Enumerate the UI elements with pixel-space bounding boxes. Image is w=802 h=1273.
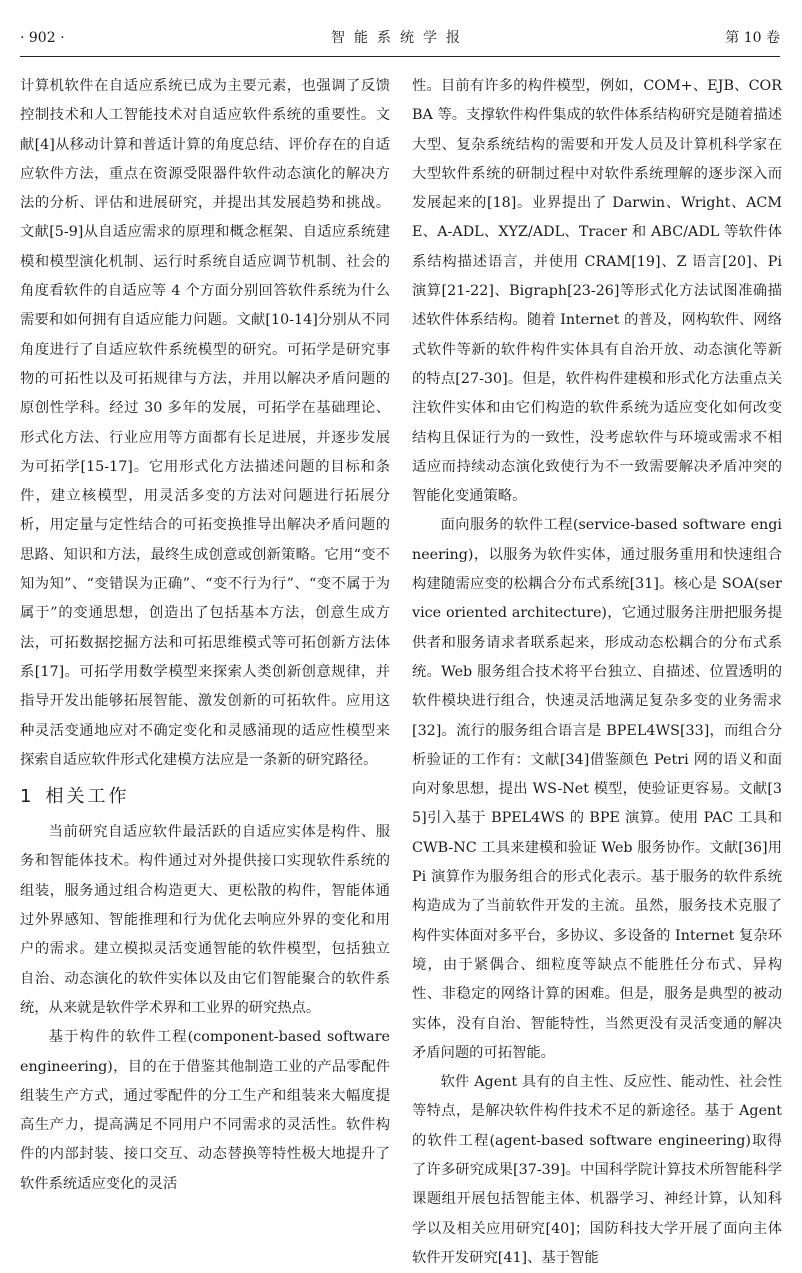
page-number: · 902 · (20, 30, 65, 46)
left-column (20, 72, 390, 1199)
body-paragraph: 面向服务的软件工程(service-based software engineering)，以服务为软件实体，通过服务重用和快速组合构建随需应变的松耦合分布式系统[31]。核心是 SOA(service oriented architecture)，它通过服务注册把服务提供者和服务请求者联系起来，形成动态松耦合的分布式系统。Web 服务组合技术将平台独立、自描述、位置透明的软件模块进行组合，快速灵活地满足复杂多变的业务需求[32]。流行的服务组合语言是 BPEL4WS[33]，而组合分析验证的工作有：文献[34]借鉴颜色 Petri 网的语义和面向对象思想，提出 WS-Net 模型，使验证更容易。文献[35]引入基于 BPEL4WS 的 BPE 演算。使用 PAC 工具和 CWB-NC 工具来建模和验证 Web 服务协作。文献[36]用 Pi 演算作为服务组合的形式化表示。基于服务的软件系统构造成为了当前软件开发的主流。虽然，服务技术克服了构件实体面对多平台，多协议、多设备的 Internet 复杂环境，由于紧偶合、细粒度等缺点不能胜任分布式、异构性、非稳定的网络计算的困难。但是，服务是典型的被动实体，没有自治、智能特性，当然更没有灵活变通的解决矛盾问题的可拓智能。 (412, 517, 782, 1061)
section-title: 相关工作 (45, 786, 130, 808)
running-header (20, 28, 780, 57)
right-column (412, 72, 782, 1273)
body-paragraph: 性。目前有许多的构件模型，例如，COM+、EJB、CORBA 等。支撑软件构件集成的软件体系结构研究是随着描述大型、复杂系统结构的需要和开发人员及计算机科学家在大型软件系统的研制过程中对软件系统理解的逐步深入而发展起来的[18]。业界提出了 Darwin、Wright、ACME、A-ADL、XYZ/ADL、Tracer 和 ABC/ADL 等软件体系结构描述语言，并使用 CRAM[19]、Z 语言[20]、Pi 演算[21-22]、Bigraph[23-26]等形式化方法试图准确描述软件体系结构。随着 Internet 的普及，网构软件、网络式软件等新的软件构件实体具有自治开放、动态演化等新的特点[27-30]。但是，软件构件建模和形式化方法重点关注软件实体和由它们构造的软件系统为适应变化如何改变结构且保证行为的一致性，没考虑软件与环境或需求不相适应而持续动态演化致使行为不一致需要解决矛盾冲突的智能化变通策略。 (412, 78, 782, 505)
body-paragraph: 基于构件的软件工程(component-based software engineering)，目的在于借鉴其他制造工业的产品零配件组装生产方式，通过零配件的分工生产和组装来大幅度提高生产力，提高满足不同用户不同需求的灵活性。软件构件的内部封装、接口交互、动态替换等特性极大地提升了软件系统适应变化的灵活 (20, 1029, 390, 1192)
section-number: 1 (20, 786, 32, 808)
body-paragraph: 当前研究自适应软件最活跃的自适应实体是构件、服务和智能体技术。构件通过对外提供接口实现软件系统的组装，服务通过组合构造更大、更松散的构件，智能体通过外界感知、智能推理和行为优化去响应外界的变化和用户的需求。建立模拟灵活变通智能的软件模型，包括独立自治、动态演化的软件实体以及由它们智能聚合的软件系统，从来就是软件学术界和工业界的研究热点。 (20, 824, 390, 1016)
journal-name: 智能系统学报 (331, 30, 469, 46)
body-paragraph: 计算机软件在自适应系统已成为主要元素，也强调了反馈控制技术和人工智能技术对自适应软件系统的重要性。文献[4]从移动计算和普适计算的角度总结、评价存在的自适应软件方法，重点在资源受限器件软件动态演化的解决方法的分析、评估和进展研究，并提出其发展趋势和挑战。文献[5-9]从自适应需求的原理和概念框架、自适应系统建模和模型演化机制、运行时系统自适应调节机制、社会的角度看软件的自适应等 4 个方面分别回答软件系统为什么需要和如何拥有自适应能力问题。文献[10-14]分别从不同角度进行了自适应软件系统模型的研究。可拓学是研究事物的可拓性以及可拓规律与方法，并用以解决矛盾问题的原创性学科。经过 30 多年的发展，可拓学在基础理论、形式化方法、行业应用等方面都有长足进展，并逐步发展为可拓学[15-17]。它用形式化方法描述问题的目标和条件，建立核模型，用灵活多变的方法对问题进行拓展分析，用定量与定性结合的可拓变换推导出解决矛盾问题的思路、知识和方法，最终生成创意或创新策略。它用“变不知为知”、“变错误为正确”、“变不行为行”、“变不属于为属于”的变通思想，创造出了包括基本方法，创意生成方法，可拓数据挖掘方法和可拓思维模式等可拓创新方法体系[17]。可拓学用数学模型来探索人类创新创意规律，并指导开发出能够拓展智能、激发创新的可拓软件。应用这种灵活变通地应对不确定变化和灵感涌现的适应性模型来探索自适应软件形式化建模方法应是一条新的研究路径。 (20, 78, 390, 768)
volume-label: 第 10 卷 (725, 30, 780, 46)
section-heading (20, 782, 390, 812)
body-paragraph: 软件 Agent 具有的自主性、反应性、能动性、社会性等特点，是解决软件构件技术不足的新途径。基于 Agent 的软件工程(agent-based software engineering)取得了许多研究成果[37-39]。中国科学院计算技术所智能科学课题组开展包括智能主体、机器学习、神经计算，认知科学以及相关应用研究[40]；国防科技大学开展了面向主体软件开发研究[41]、基于智能 (412, 1074, 782, 1266)
